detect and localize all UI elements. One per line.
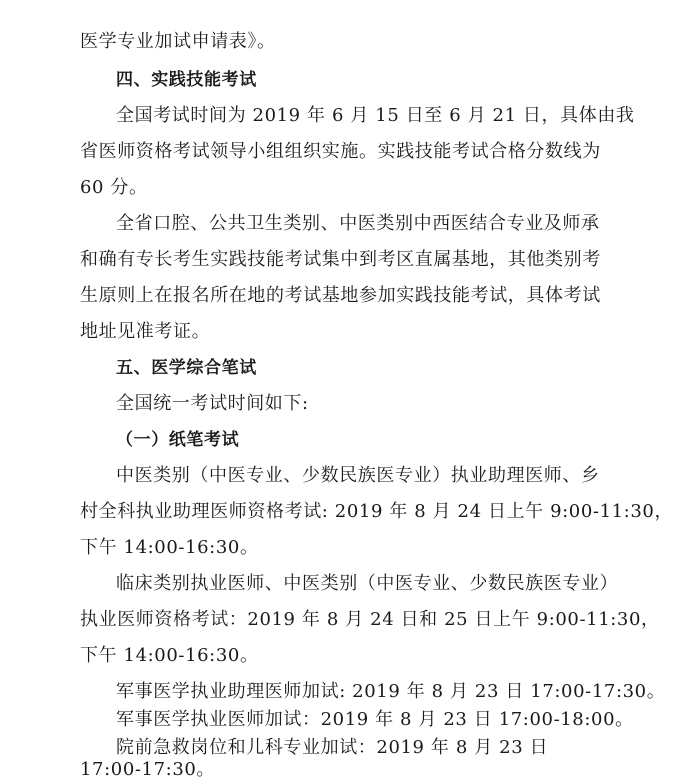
text-line: 全国统一考试时间如下: — [116, 393, 309, 414]
text-line: 军事医学执业医师加试：2019 年 8 月 23 日 17:00-18:00。 — [116, 709, 634, 730]
text-line: 村全科执业助理医师资格考试: 2019 年 8 月 24 日上午 9:00-11:30， — [80, 501, 673, 522]
section-heading-practical-exam: 四、实践技能考试 — [116, 70, 257, 90]
text-line: 军事医学执业助理医师加试: 2019 年 8 月 23 日 17:00-17:30。 — [116, 681, 666, 702]
text-line: 临床类别执业医师、中医类别（中医专业、少数民族医专业） — [116, 573, 619, 594]
text-line: 60 分。 — [80, 177, 148, 198]
text-line: 省医师资格考试领导小组组织实施。实践技能考试合格分数线为 — [80, 141, 601, 162]
text-line: 执业医师资格考试：2019 年 8 月 24 日和 25 日上午 9:00-11:30， — [80, 609, 660, 630]
text-line: 和确有专长考生实践技能考试集中到考区直属基地，其他类别考 — [80, 249, 601, 270]
text-line: 院前急救岗位和儿科专业加试：2019 年 8 月 23 日 — [116, 737, 549, 758]
text-line: 17:00-17:30。 — [80, 759, 216, 780]
text-line: 下午 14:00-16:30。 — [80, 645, 259, 666]
subsection-heading-paper-exam: （一）纸笔考试 — [116, 430, 240, 450]
text-line: 生原则上在报名所在地的考试基地参加实践技能考试，具体考试 — [80, 285, 601, 306]
text-line: 全国考试时间为 2019 年 6 月 15 日至 6 月 21 日，具体由我 — [116, 105, 635, 126]
text-line: 中医类别（中医专业、少数民族医专业）执业助理医师、乡 — [116, 465, 600, 486]
text-line: 下午 14:00-16:30。 — [80, 537, 259, 558]
text-line: 全省口腔、公共卫生类别、中医类别中西医结合专业及师承 — [116, 213, 600, 234]
section-heading-written-exam: 五、医学综合笔试 — [116, 358, 257, 378]
text-line: 医学专业加试申请表》。 — [80, 31, 276, 52]
text-line: 地址见准考证。 — [80, 321, 211, 342]
